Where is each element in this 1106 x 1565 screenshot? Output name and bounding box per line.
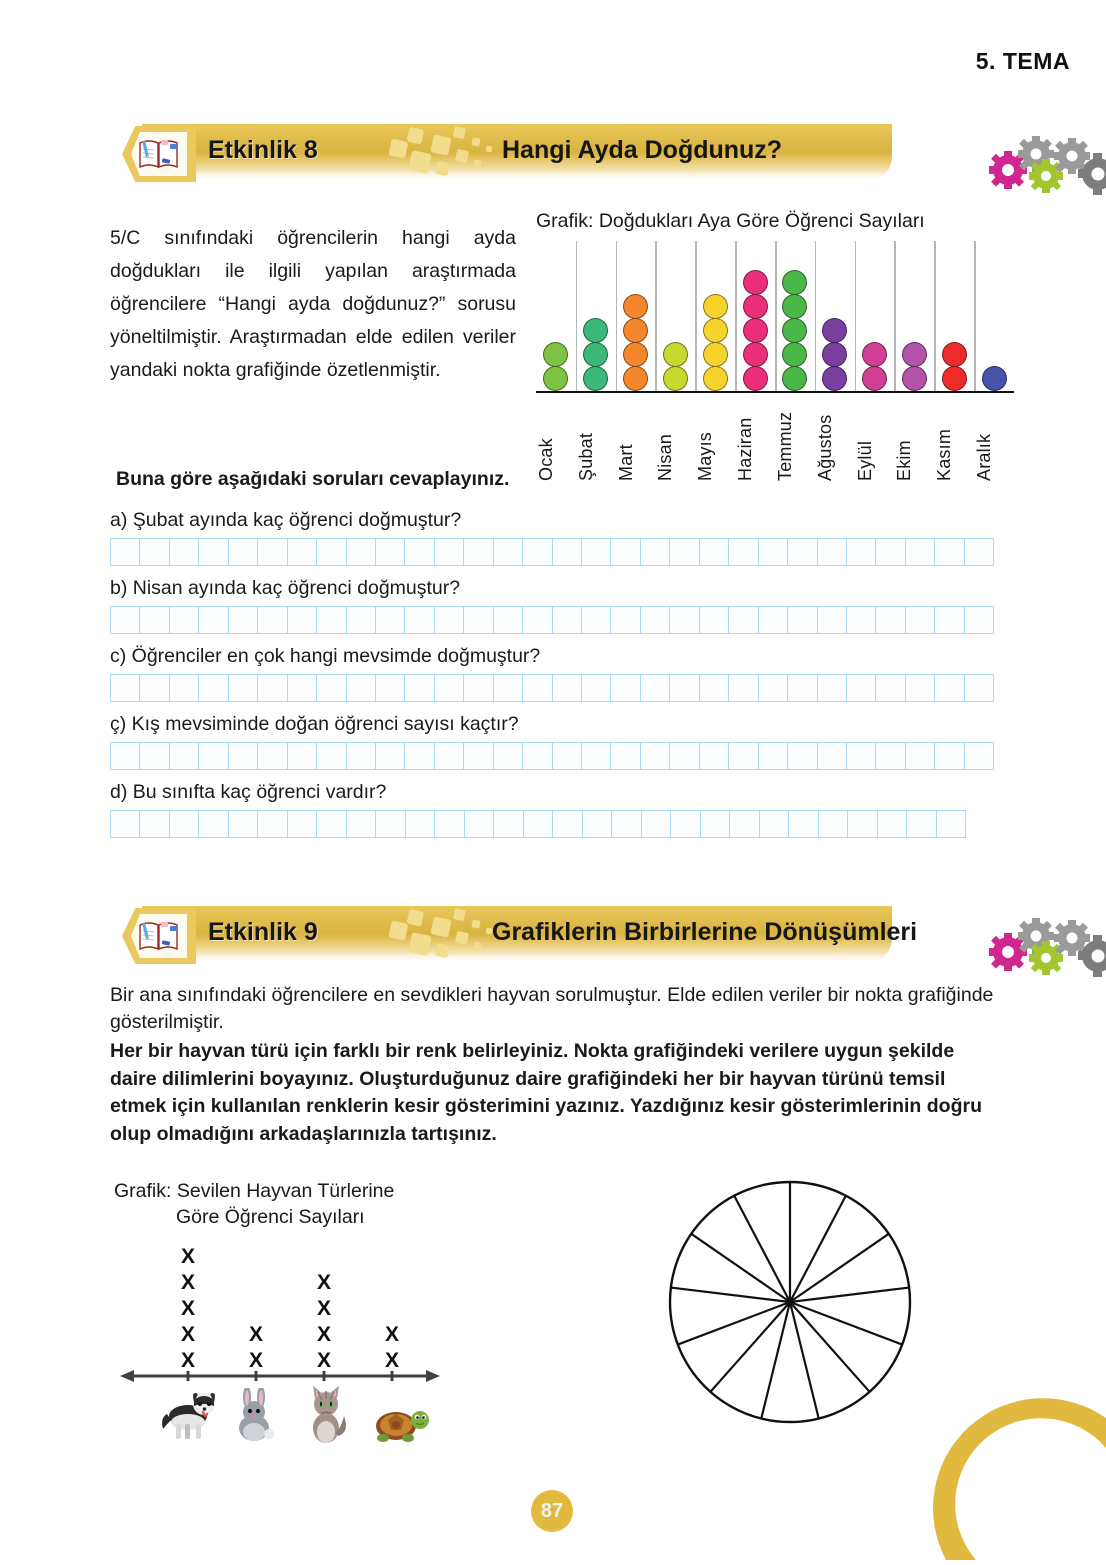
answer-cell[interactable]	[582, 743, 611, 769]
answer-cell[interactable]	[876, 743, 905, 769]
cat-icon	[302, 1384, 350, 1444]
answer-cell[interactable]	[788, 607, 817, 633]
answer-cell[interactable]	[937, 811, 965, 837]
answer-cell[interactable]	[876, 675, 905, 701]
answer-cell[interactable]	[935, 539, 964, 565]
dot-plot-month-label: Haziran	[735, 417, 756, 481]
answer-cell[interactable]	[700, 607, 729, 633]
answer-cell[interactable]	[700, 675, 729, 701]
answer-cell[interactable]	[965, 743, 993, 769]
dot-plot-month-label: Ekim	[894, 440, 915, 481]
answer-cell[interactable]	[965, 607, 993, 633]
answer-cell[interactable]	[111, 811, 140, 837]
x-mark: X	[248, 1349, 263, 1372]
answer-cell[interactable]	[288, 675, 317, 701]
answer-cell[interactable]	[111, 607, 140, 633]
answer-cell[interactable]	[641, 607, 670, 633]
answer-cell[interactable]	[641, 743, 670, 769]
dot-column	[655, 239, 695, 391]
answer-cell[interactable]	[818, 743, 847, 769]
answer-cell[interactable]	[700, 743, 729, 769]
answer-cell[interactable]	[317, 675, 346, 701]
answer-cell[interactable]	[906, 607, 935, 633]
answer-cell[interactable]	[464, 607, 493, 633]
dot-marker	[822, 318, 847, 343]
dot-marker	[623, 366, 648, 391]
answer-cell[interactable]	[435, 811, 464, 837]
dot-marker	[663, 342, 688, 367]
answer-cell[interactable]	[494, 811, 523, 837]
answer-cell[interactable]	[729, 675, 758, 701]
answer-cell[interactable]	[553, 607, 582, 633]
answer-cell[interactable]	[140, 743, 169, 769]
dot-marker	[583, 318, 608, 343]
answer-cell[interactable]	[435, 675, 464, 701]
answer-cell[interactable]	[258, 539, 287, 565]
answer-cell[interactable]	[288, 811, 317, 837]
answer-cell[interactable]	[140, 811, 169, 837]
answer-grid[interactable]	[110, 742, 994, 770]
answer-cell[interactable]	[935, 675, 964, 701]
answer-grid[interactable]	[110, 674, 994, 702]
diamond-pattern-decoration	[384, 908, 504, 964]
answer-cell[interactable]	[464, 675, 493, 701]
dot-column	[616, 239, 656, 391]
dot-marker	[982, 366, 1007, 391]
answer-cell[interactable]	[435, 743, 464, 769]
activity-9-paragraph: Bir ana sınıfındaki öğrencilere en sevdikleri hayvan sorulmuştur. Elde edilen veriler bir nokta grafiğinde gösterilmiştir.	[110, 984, 994, 1033]
answer-cell[interactable]	[494, 607, 523, 633]
answer-cell[interactable]	[583, 811, 612, 837]
answer-cell[interactable]	[847, 539, 876, 565]
answer-cell[interactable]	[523, 743, 552, 769]
answer-cell[interactable]	[317, 811, 346, 837]
dot-column	[894, 239, 934, 391]
x-plot-column	[377, 1322, 407, 1374]
answer-cell[interactable]	[523, 607, 552, 633]
answer-cell[interactable]	[199, 743, 228, 769]
answer-cell[interactable]	[199, 539, 228, 565]
dot-column	[695, 239, 735, 391]
dot-marker	[782, 318, 807, 343]
answer-cell[interactable]	[435, 607, 464, 633]
answer-grid[interactable]	[110, 810, 966, 838]
x-plot-animal-icons	[120, 1374, 450, 1444]
open-book-icon	[138, 137, 180, 171]
answer-cell[interactable]	[553, 743, 582, 769]
question-label: c) Öğrenciler en çok hangi mevsimde doğmuştur?	[110, 645, 541, 667]
answer-cell[interactable]	[199, 675, 228, 701]
x-mark: X	[180, 1323, 195, 1346]
answer-cell[interactable]	[347, 743, 376, 769]
dot-plot-x-axis-labels	[536, 395, 1014, 481]
answer-cell[interactable]	[376, 675, 405, 701]
answer-cell[interactable]	[376, 607, 405, 633]
answer-cell[interactable]	[670, 607, 699, 633]
dot-marker	[782, 342, 807, 367]
answer-cell[interactable]	[111, 743, 140, 769]
dot-column	[855, 239, 895, 391]
answer-cell[interactable]	[907, 811, 936, 837]
answer-cell[interactable]	[170, 675, 199, 701]
answer-cell[interactable]	[582, 607, 611, 633]
answer-cell[interactable]	[258, 607, 287, 633]
answer-cell[interactable]	[935, 607, 964, 633]
answer-cell[interactable]	[523, 539, 552, 565]
answer-cell[interactable]	[140, 675, 169, 701]
answer-cell[interactable]	[464, 743, 493, 769]
activity-8-title: Hangi Ayda Doğdunuz?	[502, 136, 783, 164]
answer-cell[interactable]	[111, 675, 140, 701]
dot-marker	[743, 270, 768, 295]
answer-cell[interactable]	[524, 811, 553, 837]
dot-marker	[902, 366, 927, 391]
answer-cell[interactable]	[288, 607, 317, 633]
x-mark: X	[316, 1297, 331, 1320]
dot-marker	[822, 342, 847, 367]
x-plot-chart	[120, 1236, 460, 1436]
dot-marker	[743, 318, 768, 343]
answer-cell[interactable]	[229, 811, 258, 837]
activity-9-title: Grafiklerin Birbirlerine Dönüşümleri	[492, 918, 918, 946]
answer-cell[interactable]	[641, 675, 670, 701]
dot-marker	[862, 342, 887, 367]
question-label: ç) Kış mevsiminde doğan öğrenci sayısı kaçtır?	[110, 713, 519, 735]
answer-cell[interactable]	[847, 743, 876, 769]
x-mark: X	[316, 1323, 331, 1346]
answer-cell[interactable]	[935, 743, 964, 769]
x-plot-column	[173, 1244, 203, 1374]
questions-heading: Buna göre aşağıdaki soruları cevaplayınız.	[116, 468, 510, 490]
answer-cell[interactable]	[229, 675, 258, 701]
answer-cell[interactable]	[317, 539, 346, 565]
dot-marker	[703, 294, 728, 319]
activity-9-instructions: Her bir hayvan türü için farklı bir renk belirleyiniz. Nokta grafiğindeki verilere uygun şekilde daire dilimlerini boyayınız. Oluşturduğunuz daire grafiğindeki her bir hayvan türünü temsil etmek için kullanılan renklerin kesir gösterimini yazınız. Yazdığınız kesir gösterimlerinin doğru olup olmadığını arkadaşlarınızla tartışınız.	[110, 1040, 982, 1145]
dot-column	[815, 239, 855, 391]
activity-8-banner	[122, 124, 892, 186]
answer-cell[interactable]	[140, 539, 169, 565]
answer-grid[interactable]	[110, 538, 994, 566]
gears-decoration-top	[986, 126, 1106, 211]
answer-cell[interactable]	[405, 743, 434, 769]
answer-cell[interactable]	[494, 675, 523, 701]
answer-cell[interactable]	[494, 539, 523, 565]
corner-arc-decoration	[906, 1330, 1106, 1560]
x-plot-title-line2: Göre Öğrenci Sayıları	[176, 1206, 365, 1228]
dot-marker	[862, 366, 887, 391]
answer-cell[interactable]	[760, 811, 789, 837]
answer-cell[interactable]	[611, 743, 640, 769]
answer-cell[interactable]	[435, 539, 464, 565]
answer-cell[interactable]	[288, 539, 317, 565]
activity-9-badge-label: Etkinlik 9	[208, 918, 318, 946]
dot-marker	[583, 366, 608, 391]
dot-marker	[703, 318, 728, 343]
dot-marker	[623, 318, 648, 343]
answer-cell[interactable]	[876, 539, 905, 565]
answer-cell[interactable]	[494, 743, 523, 769]
answer-grid[interactable]	[110, 606, 994, 634]
x-mark: X	[180, 1349, 195, 1372]
dot-marker	[543, 342, 568, 367]
x-mark: X	[180, 1271, 195, 1294]
dot-plot-title: Grafik: Doğdukları Aya Göre Öğrenci Sayıları	[536, 210, 925, 232]
answer-cell[interactable]	[405, 607, 434, 633]
pie-sectors[interactable]	[666, 1178, 914, 1426]
answer-cell[interactable]	[140, 607, 169, 633]
dot-marker	[782, 270, 807, 295]
answer-cell[interactable]	[582, 675, 611, 701]
x-plot-column	[241, 1322, 271, 1374]
answer-cell[interactable]	[405, 675, 434, 701]
answer-cell[interactable]	[376, 811, 405, 837]
activity-8-intro-text: 5/C sınıfındaki öğrencilerin hangi ayda doğdukları ile ilgili yapılan araştırmada öğrencilere “Hangi ayda doğdunuz?” sorusu yöneltilmiştir. Araştırmadan elde edilen veriler yandaki nokta grafiğinde özetlenmiştir.	[110, 227, 516, 381]
rabbit-icon	[230, 1388, 278, 1444]
dot-plot-month-label: Nisan	[655, 433, 676, 481]
x-mark: X	[248, 1323, 263, 1346]
answer-cell[interactable]	[759, 607, 788, 633]
dot-column	[974, 239, 1014, 391]
answer-cell[interactable]	[729, 539, 758, 565]
answer-cell[interactable]	[258, 743, 287, 769]
answer-cell[interactable]	[906, 675, 935, 701]
answer-cell[interactable]	[199, 811, 228, 837]
answer-cell[interactable]	[847, 675, 876, 701]
answer-cell[interactable]	[376, 743, 405, 769]
x-mark: X	[316, 1271, 331, 1294]
question-label: a) Şubat ayında kaç öğrenci doğmuştur?	[110, 509, 462, 531]
book-badge-inner	[131, 132, 187, 176]
page-number-badge: 87	[531, 1490, 573, 1532]
dog-icon	[158, 1382, 220, 1444]
answer-cell[interactable]	[317, 743, 346, 769]
answer-cell[interactable]	[906, 743, 935, 769]
dot-marker	[743, 294, 768, 319]
answer-cell[interactable]	[258, 811, 287, 837]
answer-cell[interactable]	[788, 675, 817, 701]
dot-plot-month-label: Aralık	[974, 433, 995, 481]
x-plot-column	[309, 1270, 339, 1374]
answer-cell[interactable]	[347, 675, 376, 701]
answer-cell[interactable]	[111, 539, 140, 565]
answer-cell[interactable]	[729, 607, 758, 633]
answer-cell[interactable]	[670, 539, 699, 565]
dot-marker	[623, 294, 648, 319]
answer-cell[interactable]	[170, 811, 199, 837]
answer-cell[interactable]	[878, 811, 907, 837]
dot-plot-plot-area	[536, 239, 1014, 393]
answer-cell[interactable]	[818, 675, 847, 701]
diamond-pattern-decoration	[384, 126, 504, 182]
dot-plot-month-label: Kasım	[934, 428, 955, 481]
answer-cell[interactable]	[730, 811, 759, 837]
answer-cell[interactable]	[582, 539, 611, 565]
dot-marker	[822, 366, 847, 391]
answer-cell[interactable]	[876, 607, 905, 633]
answer-cell[interactable]	[965, 675, 993, 701]
answer-cell[interactable]	[671, 811, 700, 837]
x-mark: X	[180, 1297, 195, 1320]
answer-cell[interactable]	[229, 743, 258, 769]
x-mark: X	[180, 1245, 195, 1268]
open-book-icon	[138, 919, 180, 953]
answer-cell[interactable]	[347, 539, 376, 565]
answer-cell[interactable]	[406, 811, 435, 837]
answer-cell[interactable]	[347, 607, 376, 633]
dot-marker	[583, 342, 608, 367]
answer-cell[interactable]	[818, 607, 847, 633]
dot-plot-month-label: Eylül	[854, 440, 875, 481]
answer-cell[interactable]	[170, 607, 199, 633]
dot-marker	[543, 366, 568, 391]
answer-cell[interactable]	[759, 675, 788, 701]
answer-cell[interactable]	[317, 607, 346, 633]
book-badge	[122, 126, 196, 182]
dot-plot-month-label: Şubat	[575, 432, 596, 481]
answer-cell[interactable]	[376, 539, 405, 565]
book-badge	[122, 908, 196, 964]
dot-marker	[703, 366, 728, 391]
dot-plot-month-label: Ocak	[536, 438, 556, 481]
question-label: d) Bu sınıfta kaç öğrenci vardır?	[110, 781, 387, 803]
answer-cell[interactable]	[906, 539, 935, 565]
answer-cell[interactable]	[789, 811, 818, 837]
page-theme-header: 5. TEMA	[975, 48, 1070, 74]
dot-plot-chart	[536, 210, 1022, 481]
dot-plot-month-label: Mayıs	[695, 431, 716, 481]
answer-cell[interactable]	[170, 539, 199, 565]
answer-cell[interactable]	[553, 675, 582, 701]
answer-cell[interactable]	[788, 743, 817, 769]
dot-marker	[782, 294, 807, 319]
x-plot-title-line1: Grafik: Sevilen Hayvan Türlerine	[114, 1180, 395, 1202]
answer-cell[interactable]	[612, 811, 641, 837]
dot-column	[536, 239, 576, 391]
answer-cell[interactable]	[670, 743, 699, 769]
dot-column	[576, 239, 616, 391]
answer-cell[interactable]	[641, 539, 670, 565]
activity-8-badge-label: Etkinlik 8	[208, 136, 318, 164]
turtle-icon	[370, 1402, 430, 1444]
answer-cell[interactable]	[759, 743, 788, 769]
question-label: b) Nisan ayında kaç öğrenci doğmuştur?	[110, 577, 461, 599]
answer-cell[interactable]	[199, 607, 228, 633]
answer-cell[interactable]	[553, 811, 582, 837]
dot-marker	[743, 366, 768, 391]
dot-plot-month-label: Mart	[615, 444, 636, 481]
dot-marker	[942, 366, 967, 391]
answer-cell[interactable]	[611, 607, 640, 633]
answer-cell[interactable]	[819, 811, 848, 837]
answer-cell[interactable]	[965, 539, 993, 565]
answer-cell[interactable]	[553, 539, 582, 565]
answer-cell[interactable]	[700, 539, 729, 565]
activity-9-banner	[122, 906, 918, 968]
dot-marker	[663, 366, 688, 391]
answer-cell[interactable]	[258, 675, 287, 701]
dot-marker	[743, 342, 768, 367]
answer-cell[interactable]	[611, 539, 640, 565]
answer-cell[interactable]	[464, 539, 493, 565]
answer-cell[interactable]	[642, 811, 671, 837]
blank-pie-chart[interactable]	[666, 1178, 914, 1426]
answer-cell[interactable]	[347, 811, 376, 837]
dot-column	[934, 239, 974, 391]
answer-cell[interactable]	[847, 607, 876, 633]
dot-marker	[902, 342, 927, 367]
answer-cell[interactable]	[465, 811, 494, 837]
dot-plot-month-label: Ağustos	[814, 414, 835, 481]
answer-cell[interactable]	[288, 743, 317, 769]
answer-cell[interactable]	[788, 539, 817, 565]
dot-column	[775, 239, 815, 391]
x-mark: X	[384, 1349, 399, 1372]
answer-cell[interactable]	[229, 607, 258, 633]
book-badge-inner	[131, 914, 187, 958]
answer-cell[interactable]	[523, 675, 552, 701]
dot-column	[735, 239, 775, 391]
x-plot-title	[114, 1178, 394, 1230]
answer-cell[interactable]	[405, 539, 434, 565]
x-mark: X	[316, 1349, 331, 1372]
x-mark: X	[384, 1323, 399, 1346]
dot-marker	[782, 366, 807, 391]
answer-cell[interactable]	[229, 539, 258, 565]
answer-cell[interactable]	[170, 743, 199, 769]
answer-cell[interactable]	[818, 539, 847, 565]
dot-plot-month-label: Temmuz	[774, 411, 795, 481]
answer-cell[interactable]	[611, 675, 640, 701]
answer-cell[interactable]	[701, 811, 730, 837]
dot-marker	[623, 342, 648, 367]
answer-cell[interactable]	[670, 675, 699, 701]
dot-marker	[703, 342, 728, 367]
dot-marker	[942, 342, 967, 367]
answer-cell[interactable]	[759, 539, 788, 565]
answer-cell[interactable]	[729, 743, 758, 769]
answer-cell[interactable]	[848, 811, 877, 837]
gears-decoration-bottom	[986, 908, 1106, 993]
